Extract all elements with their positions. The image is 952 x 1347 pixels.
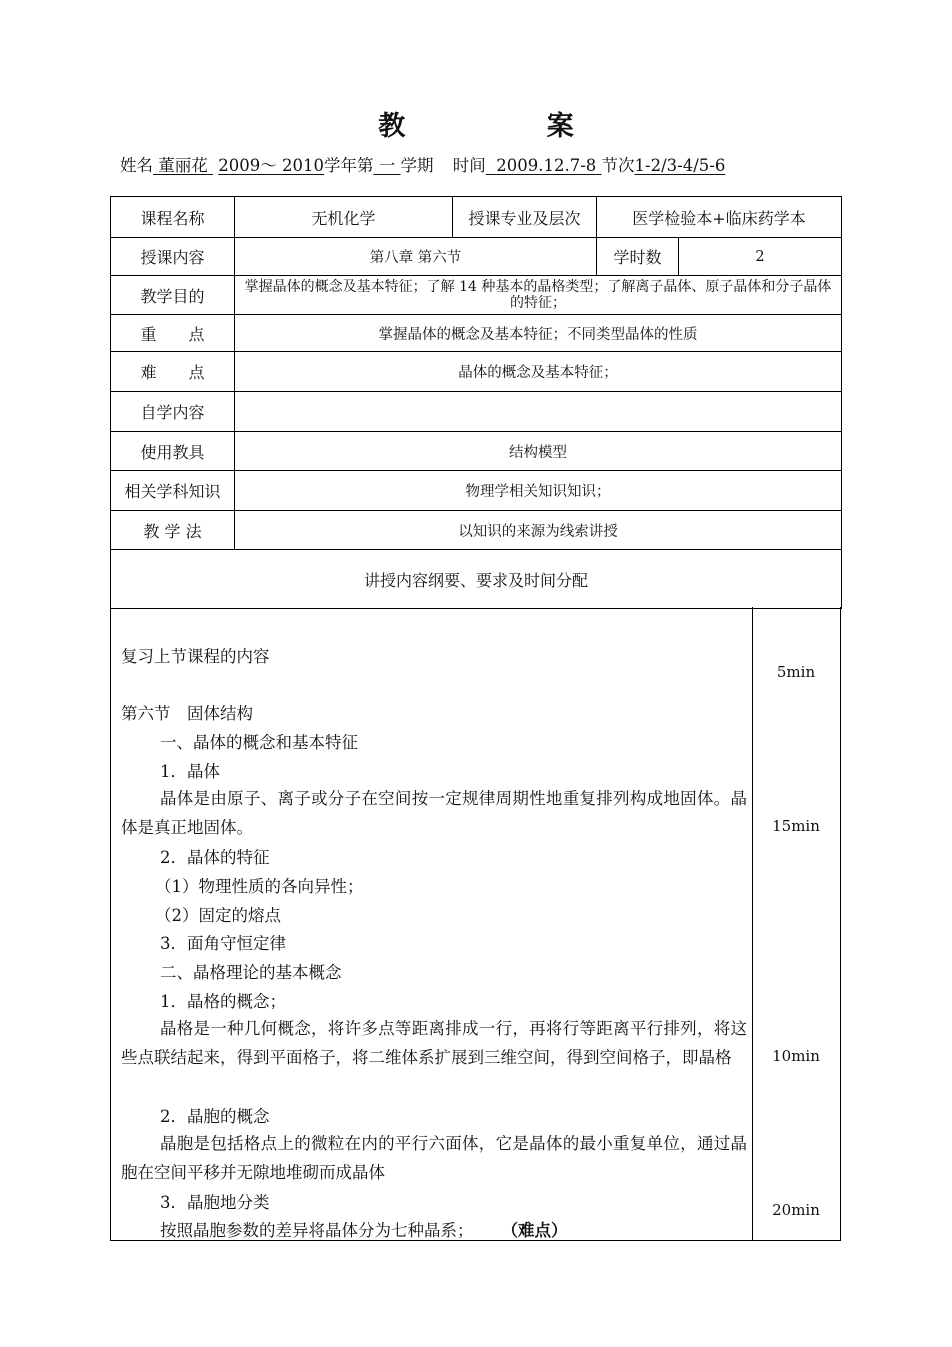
year-label: 学年第 bbox=[323, 156, 374, 175]
feature-1: （1）物理性质的各向异性； bbox=[155, 877, 364, 896]
time-value: 2009.12.7-8 bbox=[496, 156, 597, 175]
tools-label: 使用教具 bbox=[111, 432, 235, 471]
content-label: 授课内容 bbox=[111, 238, 235, 276]
related-value: 物理学相关知识知识； bbox=[235, 471, 842, 511]
paragraph-unit-cell: 晶胞是包括格点上的微粒在内的平行六面体，它是晶体的最小重复单位，通过晶胞在空间平移并无隙地堆砌而成晶体 bbox=[121, 1134, 747, 1182]
feature-2: （2）固定的熔点 bbox=[155, 906, 281, 925]
course-value: 无机化学 bbox=[235, 197, 453, 238]
year-value: 2009～ 2010 bbox=[218, 156, 324, 175]
lesson-content-box bbox=[110, 607, 841, 1241]
content-value: 第八章 第六节 bbox=[235, 238, 597, 276]
heading-2-2: 2．晶胞的概念 bbox=[160, 1107, 270, 1126]
goal-value: 掌握晶体的概念及基本特征；了解 14 种基本的晶格类型；了解离子晶体、原子晶体和分子晶体的特征； bbox=[235, 276, 842, 315]
heading-1: 一、晶体的概念和基本特征 bbox=[160, 733, 358, 752]
time-4: 20min bbox=[772, 1201, 820, 1219]
major-value: 医学检验本+临床药学本 bbox=[597, 197, 842, 238]
info-table bbox=[110, 196, 842, 609]
header-line bbox=[120, 152, 840, 176]
method-label: 教 学 法 bbox=[111, 511, 235, 550]
tools-value: 结构模型 bbox=[235, 432, 842, 471]
row-content bbox=[111, 238, 842, 276]
row-self-study bbox=[111, 392, 842, 432]
section-heading: 第六节 固体结构 bbox=[121, 704, 253, 723]
term-label: 学期 bbox=[400, 156, 434, 175]
row-method bbox=[111, 511, 842, 550]
heading-1-1: 1．晶体 bbox=[160, 762, 220, 781]
hours-value: 2 bbox=[679, 238, 842, 276]
period-value: 1-2/3-4/5-6 bbox=[634, 156, 726, 175]
page-title: 教 案 bbox=[378, 111, 640, 142]
last-line bbox=[160, 1217, 568, 1241]
heading-1-2: 2．晶体的特征 bbox=[160, 848, 270, 867]
time-3: 10min bbox=[772, 1047, 820, 1065]
time-label: 时间 bbox=[452, 156, 486, 175]
key-value: 掌握晶体的概念及基本特征；不同类型晶体的性质 bbox=[235, 315, 842, 352]
course-label: 课程名称 bbox=[111, 197, 235, 238]
key-label: 重 点 bbox=[111, 315, 235, 352]
heading-2-1: 1．晶格的概念； bbox=[160, 992, 286, 1011]
name-label: 姓名 bbox=[120, 156, 153, 175]
difficulty-note: （难点） bbox=[501, 1221, 568, 1240]
row-course bbox=[111, 197, 842, 238]
row-key bbox=[111, 315, 842, 352]
row-difficulty bbox=[111, 352, 842, 392]
heading-2-3: 3．晶胞地分类 bbox=[160, 1193, 270, 1212]
method-value: 以知识的来源为线索讲授 bbox=[235, 511, 842, 550]
name-value: 董丽花 bbox=[158, 156, 208, 175]
goal-label: 教学目的 bbox=[111, 276, 235, 315]
period-label: 节次 bbox=[601, 156, 635, 175]
time-2: 15min bbox=[772, 817, 820, 835]
review-line: 复习上节课程的内容 bbox=[121, 647, 270, 666]
self-study-label: 自学内容 bbox=[111, 392, 235, 432]
time-1: 5min bbox=[776, 663, 816, 681]
heading-1-3: 3．面角守恒定律 bbox=[160, 934, 286, 953]
row-goal bbox=[111, 276, 842, 315]
related-label: 相关学科知识 bbox=[111, 471, 235, 511]
hours-label: 学时数 bbox=[597, 238, 679, 276]
difficulty-label: 难 点 bbox=[111, 352, 235, 392]
paragraph-crystal: 晶体是由原子、离子或分子在空间按一定规律周期性地重复排列构成地固体。晶体是真正地固体。 bbox=[121, 789, 747, 837]
row-outline-header bbox=[111, 550, 842, 609]
row-related bbox=[111, 471, 842, 511]
last-line-text: 按照晶胞参数的差异将晶体分为七种晶系； bbox=[160, 1221, 474, 1240]
outline-header: 讲授内容纲要、要求及时间分配 bbox=[111, 550, 842, 609]
time-column-divider bbox=[752, 607, 753, 1240]
paragraph-lattice: 晶格是一种几何概念，将许多点等距离排成一行，再将行等距离平行排列，将这些点联结起来，得到平面格子，将二维体系扩展到三维空间，得到空间格子，即晶格 bbox=[121, 1019, 747, 1067]
difficulty-value: 晶体的概念及基本特征； bbox=[235, 352, 842, 392]
heading-2: 二、晶格理论的基本概念 bbox=[160, 963, 342, 982]
term-value: 一 bbox=[378, 156, 396, 175]
self-study-value bbox=[235, 392, 842, 432]
row-tools bbox=[111, 432, 842, 471]
major-label: 授课专业及层次 bbox=[453, 197, 597, 238]
